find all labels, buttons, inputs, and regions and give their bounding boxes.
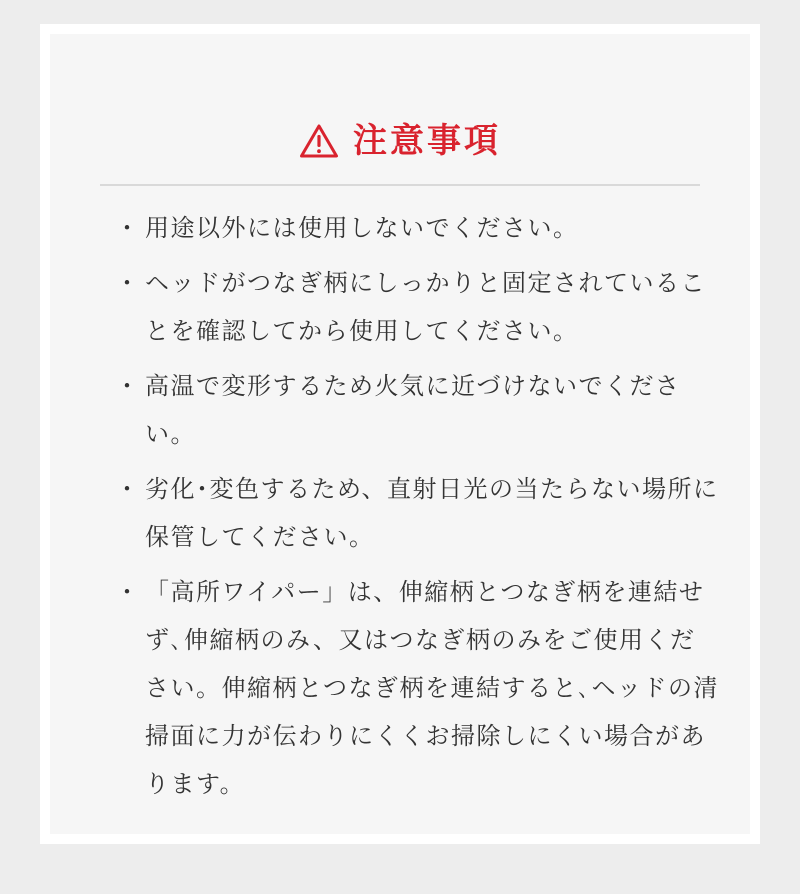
note-text: 「高所ワイパー」は、伸縮柄とつなぎ柄を連結せず､伸縮柄のみ、又はつなぎ柄のみをご使用ください。伸縮柄とつなぎ柄を連結すると､ヘッドの清掃面に力が伝わりにくくお掃除しにくい場合があります。: [145, 578, 720, 798]
page-title: 注意事項: [353, 121, 501, 161]
caution-list: [110, 204, 720, 815]
list-item: [110, 259, 720, 355]
note-text: 用途以外には使用しないでください。: [145, 214, 579, 242]
bullet-mark: ・: [115, 578, 141, 606]
list-item: [110, 362, 720, 458]
list-item: [110, 204, 720, 252]
list-item: [110, 465, 720, 561]
bullet-mark: ・: [115, 269, 141, 297]
bullet-mark: ・: [115, 214, 141, 242]
title-divider: [100, 184, 700, 186]
note-text: ヘッドがつなぎ柄にしっかりと固定されていることを確認してから使用してください。: [145, 269, 706, 345]
caution-card: [50, 34, 750, 834]
bullet-mark: ・: [115, 475, 141, 503]
list-item: [110, 568, 720, 808]
outer-frame: [40, 24, 760, 844]
note-text: 劣化･変色するため、直射日光の当たらない場所に保管してください。: [145, 475, 719, 551]
caution-header: [50, 120, 750, 162]
note-text: 高温で変形するため火気に近づけないでください。: [145, 372, 681, 448]
bullet-mark: ・: [115, 372, 141, 400]
warning-triangle-icon: [299, 123, 339, 159]
